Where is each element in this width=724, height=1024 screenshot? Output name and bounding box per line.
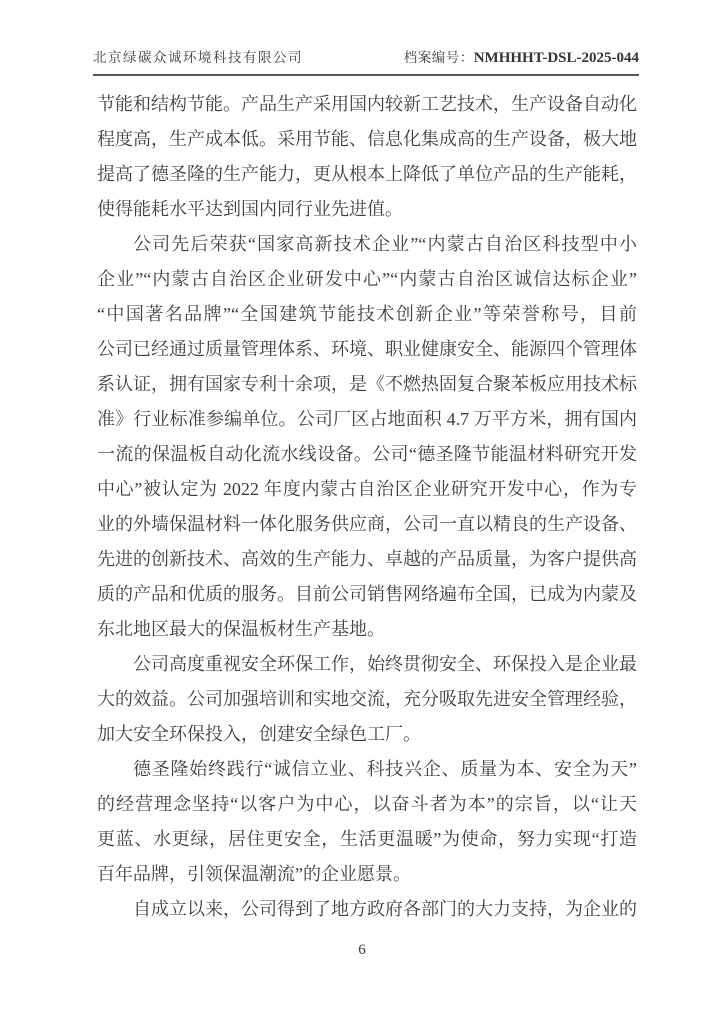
document-body bbox=[97, 87, 637, 927]
text-line: “中国著名品牌”“全国建筑节能技术创新企业”等荣誉称号，目前 bbox=[97, 304, 637, 324]
text-line: 企业”“内蒙古自治区企业研发中心”“内蒙古自治区诚信达标企业” bbox=[97, 269, 637, 289]
text-line: 中心”被认定为 2022 年度内蒙古自治区企业研究开发中心，作为专 bbox=[97, 479, 637, 499]
text-line: 准》行业标准参编单位。公司厂区占地面积 4.7 万平方米，拥有国内 bbox=[97, 409, 637, 429]
text-line: 提高了德圣隆的生产能力，更从根本上降低了单位产品的生产能耗， bbox=[97, 164, 637, 184]
text-line: 加大安全环保投入，创建安全绿色工厂。 bbox=[97, 724, 421, 744]
text-line: 先进的创新技术、高效的生产能力、卓越的产品质量，为客户提供高 bbox=[97, 549, 637, 569]
text-line: 系认证，拥有国家专利十余项，是《不燃热固复合聚苯板应用技术标 bbox=[97, 374, 637, 394]
text-line: 公司先后荣获“国家高新技术企业”“内蒙古自治区科技型中小 bbox=[133, 234, 637, 254]
page-header bbox=[93, 46, 639, 76]
text-line: 东北地区最大的保温板材生产基地。 bbox=[97, 619, 385, 639]
text-line: 节能和结构节能。产品生产采用国内较新工艺技术，生产设备自动化 bbox=[97, 94, 637, 114]
text-line: 更蓝、水更绿，居住更安全，生活更温暖”为使命，努力实现“打造 bbox=[97, 829, 637, 849]
header-archive bbox=[404, 46, 639, 67]
header-row bbox=[93, 46, 639, 76]
archive-number: NMHHHT-DSL-2025-044 bbox=[473, 50, 639, 66]
text-line: 质的产品和优质的服务。目前公司销售网络遍布全国，已成为内蒙及 bbox=[97, 584, 637, 604]
text-line: 使得能耗水平达到国内同行业先进值。 bbox=[97, 199, 403, 219]
text-line: 一流的保温板自动化流水线设备。公司“德圣隆节能温材料研究开发 bbox=[97, 444, 637, 464]
archive-label: 档案编号： bbox=[403, 50, 474, 65]
text-line: 公司高度重视安全环保工作，始终贯彻安全、环保投入是企业最 bbox=[133, 654, 637, 674]
text-line: 程度高，生产成本低。采用节能、信息化集成高的生产设备，极大地 bbox=[97, 129, 637, 149]
text-line: 德圣隆始终践行“诚信立业、科技兴企、质量为本、安全为天” bbox=[133, 759, 637, 779]
page-footer bbox=[0, 941, 724, 959]
text-line: 百年品牌，引领保温潮流”的企业愿景。 bbox=[97, 864, 411, 884]
page-number: 6 bbox=[358, 942, 366, 958]
text-line: 大的效益。公司加强培训和实地交流，充分吸取先进安全管理经验， bbox=[97, 689, 637, 709]
text-line: 自成立以来，公司得到了地方政府各部门的大力支持，为企业的 bbox=[133, 899, 637, 919]
text-line: 业的外墙保温材料一体化服务供应商，公司一直以精良的生产设备、 bbox=[97, 514, 637, 534]
header-company-name: 北京绿碳众诚环境科技有限公司 bbox=[93, 50, 303, 65]
text-line: 的经营理念坚持“以客户为中心，以奋斗者为本”的宗旨，以“让天 bbox=[97, 794, 637, 814]
text-line: 公司已经通过质量管理体系、环境、职业健康安全、能源四个管理体 bbox=[97, 339, 637, 359]
